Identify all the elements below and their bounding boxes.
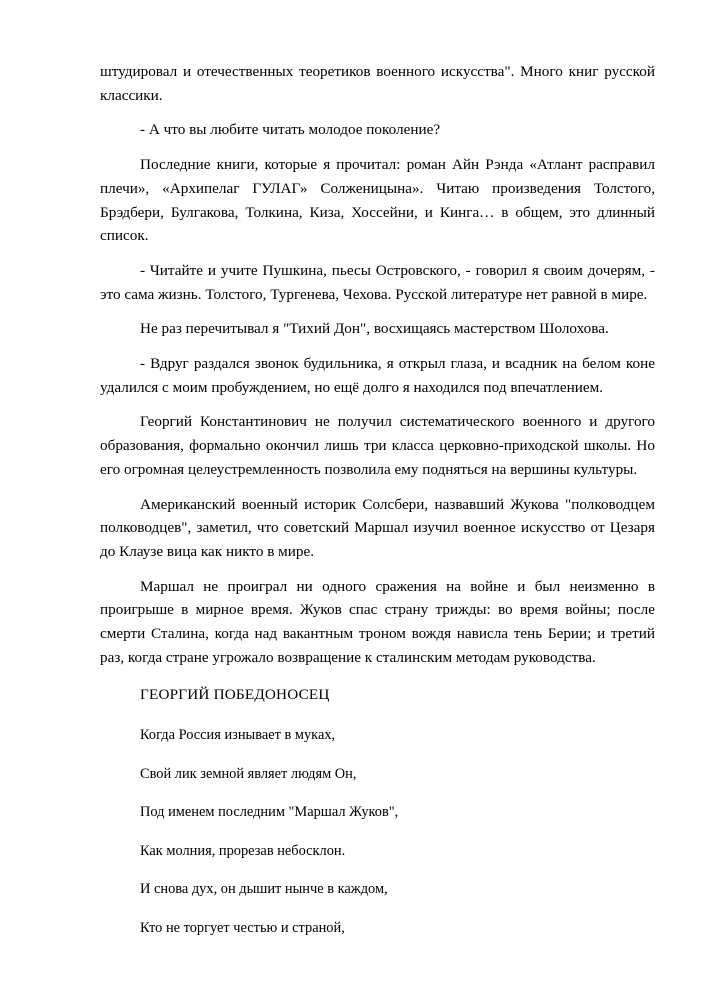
paragraph-marshal-battles: Маршал не проиграл ни одного сражения на войне и был неизменно в проигрыше в мирное время. Жуков спас страну трижды: во время войны; после смерти Сталина, когда над вакантным троном вождя нависла тень Берии; и третий раз, когда стране угрожало возвращение к сталинским методам руководства.	[100, 577, 655, 666]
paragraph-tihiy-don: Не раз перечитывал я "Тихий Дон", восхищаясь мастерством Шолохова.	[140, 320, 609, 338]
poem-line-1: Когда Россия изнывает в муках,	[140, 727, 336, 744]
paragraph-salisbury: Американский военный историк Солсбери, назвавший Жукова "полководцем полководцев", заметил, что советский Маршал изучил военное искусство от Цезаря до Клаузе вица как никто в мире.	[100, 495, 655, 560]
document-body	[100, 60, 655, 939]
paragraph-read-pushkin: - Читайте и учите Пушкина, пьесы Островского, - говорил я своим дочерям, - это сама жизнь. Толстого, Тургенева, Чехова. Русской литературе нет равной в мире.	[100, 261, 655, 303]
poem-line-6: Кто не торгует честью и страной,	[140, 919, 345, 936]
poem-line-4: Как молния, прорезав небосклон.	[140, 842, 346, 859]
poem-line-2: Свой лик земной являет людям Он,	[140, 765, 357, 782]
poem-line-3: Под именем последним "Маршал Жуков",	[140, 804, 399, 821]
poem-line-5: И снова дух, он дышит нынче в каждом,	[140, 881, 388, 898]
paragraph-georgiy-education: Георгий Константинович не получил систематического военного и другого образования, формально окончил лишь три класса церковно-приходской школы. Но его огромная целеустремленность позволила ему подняться на вершины культуры.	[100, 413, 655, 478]
paragraph-continuation: штудировал и отечественных теоретиков военного искусства". Много книг русской классики.	[100, 63, 655, 104]
poem-heading: ГЕОРГИЙ ПОБЕДОНОСЕЦ	[140, 686, 330, 704]
paragraph-alarm-clock: - Вдруг раздался звонок будильника, я открыл глаза, и всадник на белом коне удалился с моим пробуждением, но ещё долго я находился под впечатлением.	[100, 355, 655, 396]
paragraph-question-generation: - А что вы любите читать молодое поколение?	[140, 121, 441, 139]
paragraph-last-books: Последние книги, которые я прочитал: роман Айн Рэнда «Атлант расправил плечи», «Архипелаг ГУЛАГ» Солженицына». Читаю произведения Толстого, Брэдбери, Булгакова, Толкина, Киза, Хоссейни, и Кинга… в общем, это длинный список.	[100, 156, 655, 245]
